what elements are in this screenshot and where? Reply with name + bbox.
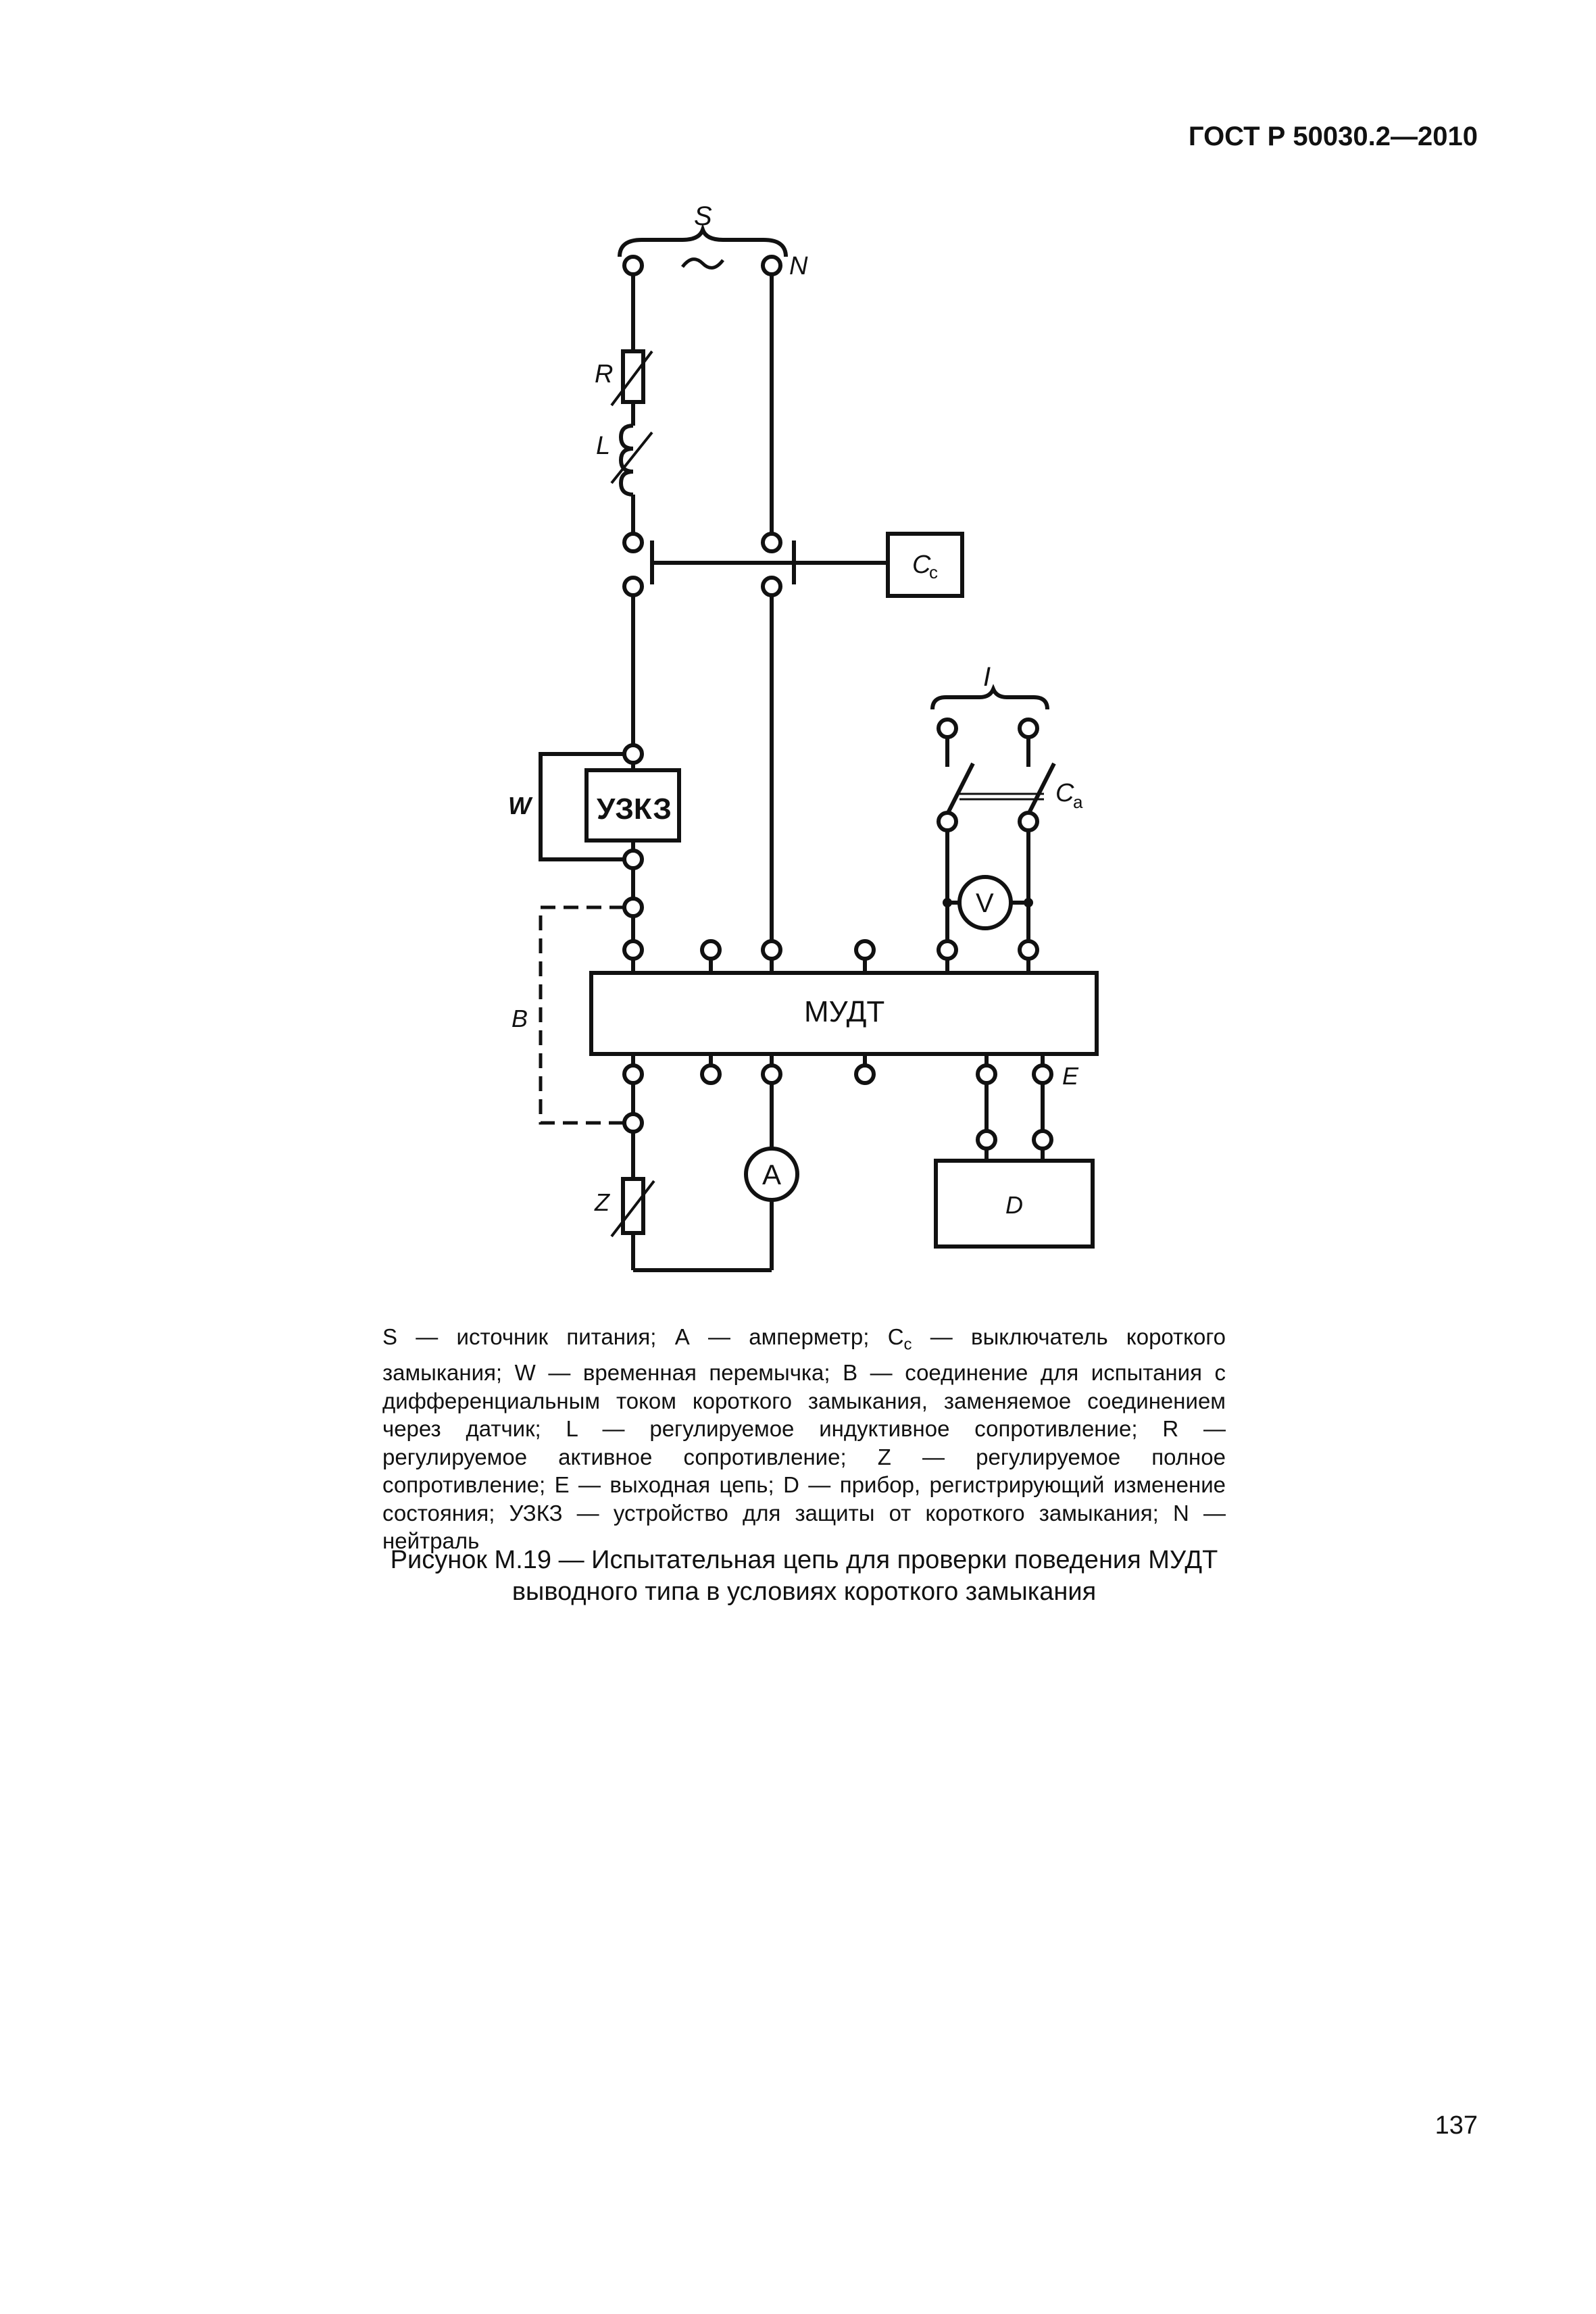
impedance-z-arrow [612, 1181, 654, 1236]
caption-line-1: Рисунок М.19 — Испытательная цепь для проверки поведения МУДТ [390, 1546, 1218, 1574]
impedance-z [623, 1179, 643, 1233]
label-output: E [1062, 1062, 1079, 1090]
label-jumper: W [508, 792, 531, 820]
source-terminal-l [624, 257, 642, 274]
connection-b [541, 907, 624, 1123]
legend-part-1: S — источник питания; А — амперметр; C [382, 1324, 904, 1349]
label-ca-sub: a [1073, 792, 1083, 812]
label-resistor: R [595, 360, 614, 388]
label-device: МУДТ [804, 995, 885, 1028]
figure-legend [382, 1323, 1226, 1555]
document-header: ГОСТ Р 50030.2—2010 [1188, 122, 1478, 151]
label-source: S [694, 201, 712, 231]
label-voltmeter: V [976, 888, 994, 918]
label-detector: D [1005, 1191, 1023, 1219]
source-tilde [682, 259, 723, 268]
legend-part-2: — выключатель короткого замыкания; W — временная перемычка; B — соединение для испытания с дифференциальным током короткого замыкания, заменяемое соединением через датчик; L — регулируемое индуктивное сопротивление; R — регулируемое активное сопротивление; Z — регулируемое полное сопротивление; E — выходная цепь; D — прибор, регистрирующий изменение состояния; УЗКЗ — устройство для защиты от короткого замыкания; N — нейтраль [382, 1324, 1226, 1554]
inductor-l-arrow [612, 432, 652, 483]
figure-caption [297, 1544, 1311, 1608]
label-ammeter: A [762, 1159, 782, 1190]
label-impedance: Z [595, 1188, 609, 1216]
label-inductor: L [596, 432, 611, 460]
legend-part-sub: c [903, 1335, 912, 1354]
label-neutral: N [789, 252, 808, 280]
label-cc: C [912, 551, 931, 579]
source-brace [620, 230, 786, 257]
label-protective-device: УЗКЗ [597, 793, 672, 826]
label-connection: B [512, 1005, 528, 1032]
label-current: I [983, 662, 991, 692]
resistor-r-arrow [612, 351, 652, 405]
aux-switch-blade-1 [947, 763, 973, 814]
current-brace [932, 689, 1047, 709]
page-number: 137 [1435, 2111, 1478, 2140]
source-terminal-n [763, 257, 780, 274]
label-ca: C [1055, 779, 1074, 807]
aux-switch-blade-2 [1028, 763, 1054, 814]
label-cc-sub: c [929, 562, 938, 582]
caption-line-2: выводного типа в условиях короткого замыкания [512, 1578, 1097, 1606]
